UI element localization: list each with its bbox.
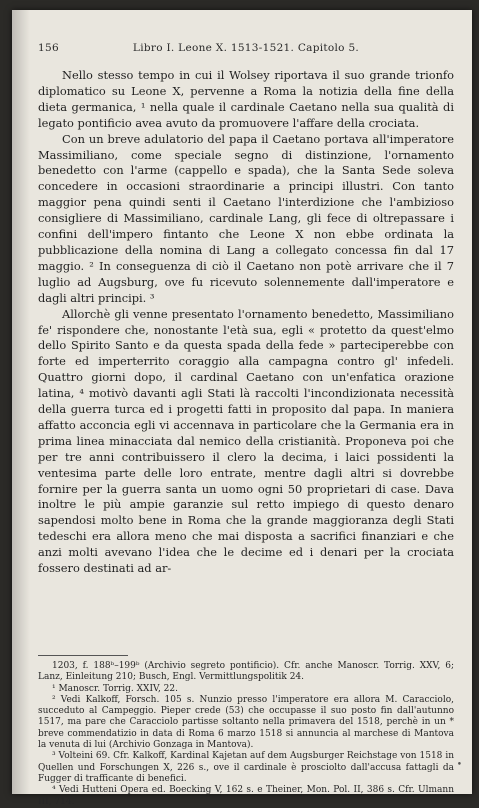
corner-mark: • [456,760,462,770]
footnote: ³ Volteini 69. Cfr. Kalkoff, Kardinal Kajetan auf dem Augsburger Reichstage von 1518 in Quellen und Forschungen X, 226 s., ove il cardinale è prosciolto dall'accusa fattagli da Fugger di trafficante di benefici. [38,751,454,784]
main-text [38,68,454,577]
running-title: Libro I. Leone X. 1513-1521. Capitolo 5. [132,42,360,54]
paragraph: Nello stesso tempo in cui il Wolsey riportava il suo grande trionfo diplomatico su Leone X, pervenne a Roma la notizia della fine della dieta germanica, ¹ nella quale il cardinale Caetano nella sua qualità di legato pontificio avea avuto da promuovere l'affare della crociata. [38,68,454,130]
footnotes [38,661,454,808]
footnote: ² Vedi Kalkoff, Forsch. 105 s. Nunzio presso l'imperatore era allora M. Caracciolo, succeduto al Campeggio. Pieper crede (53) che occupasse il suo posto fin dall'autunno 1517, ma pare che Caracciolo partisse soltanto nella primavera del 1518, perchè in un * breve commendatizio in data di Roma 6 marzo 1518 si annuncia al marchese di Mantova la venuta di lui (Archivio Gonzaga in Mantova). [38,694,454,751]
footnote: 1203, f. 188ᵇ–199ᵇ (Archivio segreto pontificio). Cfr. anche Manoscr. Torrig. XXV, 6; Lanz, Einleitung 210; Busch, Engl. Vermittlungspolitik 24. [38,661,454,683]
paragraph: Allorchè gli venne presentato l'ornamento benedetto, Massimiliano fe' rispondere che, nonostante l'età sua, egli « protetto da quest'elmo dello Spirito Santo e da questa spada della fede » parteciperebbe con forte ed imperterrito coraggio alla campagna contro gl' infedeli. Quattro giorni dopo, il cardinal Caetano con un'enfatica orazione latina, ⁴ motivò davanti agli Stati là raccolti l'incondizionata necessità della guerra turca ed i progetti fatti in proposito dal papa. In maniera affatto acconcia egli vi accennava in particolare che la Germania era in prima linea minacciata dal nemico della cristianità. Proponeva poi che per tre anni contribuissero il clero la decima, i laici possidenti la ventesima parte delle loro entrate, mentre dagli altri si dovrebbe fornire per la guerra santa un uomo ogni 50 proprietari di case. Dava inoltre le più ampie garanzie sul retto impiego di questo denaro sapendosi molto bene in Roma che la grande maggioranza degli Stati tedeschi era allora meno che mai disposta a sacrifici finanziari e che anzi molti avevano l'idea che le decime ed i denari per la crociata fossero destinati ad ar- [38,306,454,576]
footnote: ⁴ Vedi Hutteni Opera ed. Boecking V, 162 s. e Theiner, Mon. Pol. II, 386 s. Cfr. Ulmann III, 714. [38,785,454,807]
paragraph: Con un breve adulatorio del papa il Caetano portava all'imperatore Massimiliano, come speciale segno di distinzione, l'ornamento benedetto con l'arme (cappello e spada), che la Santa Sede soleva concedere in occasioni straordinarie a principi illustri. Con tanto maggior pena quindi senti il Caetano l'interdizione che l'ambizioso consigliere di Massimiliano, cardinale Lang, gli fece di oltrepassare i confini dell'impero fintanto che Leone X non ebbe ordinata la pubblicazione della nomina di Lang a collegato concessa fin dal 17 maggio. ² In conseguenza di ciò il Caetano non potè arrivare che il 7 luglio ad Augsburg, ove fu ricevuto solennemente dall'imperatore e dagli altri principi. ³ [38,131,454,305]
footnote: ¹ Manoscr. Torrig. XXIV, 22. [52,683,178,694]
book-page [12,10,472,807]
footnote-separator [38,655,128,656]
page-number: 156 [38,42,59,54]
